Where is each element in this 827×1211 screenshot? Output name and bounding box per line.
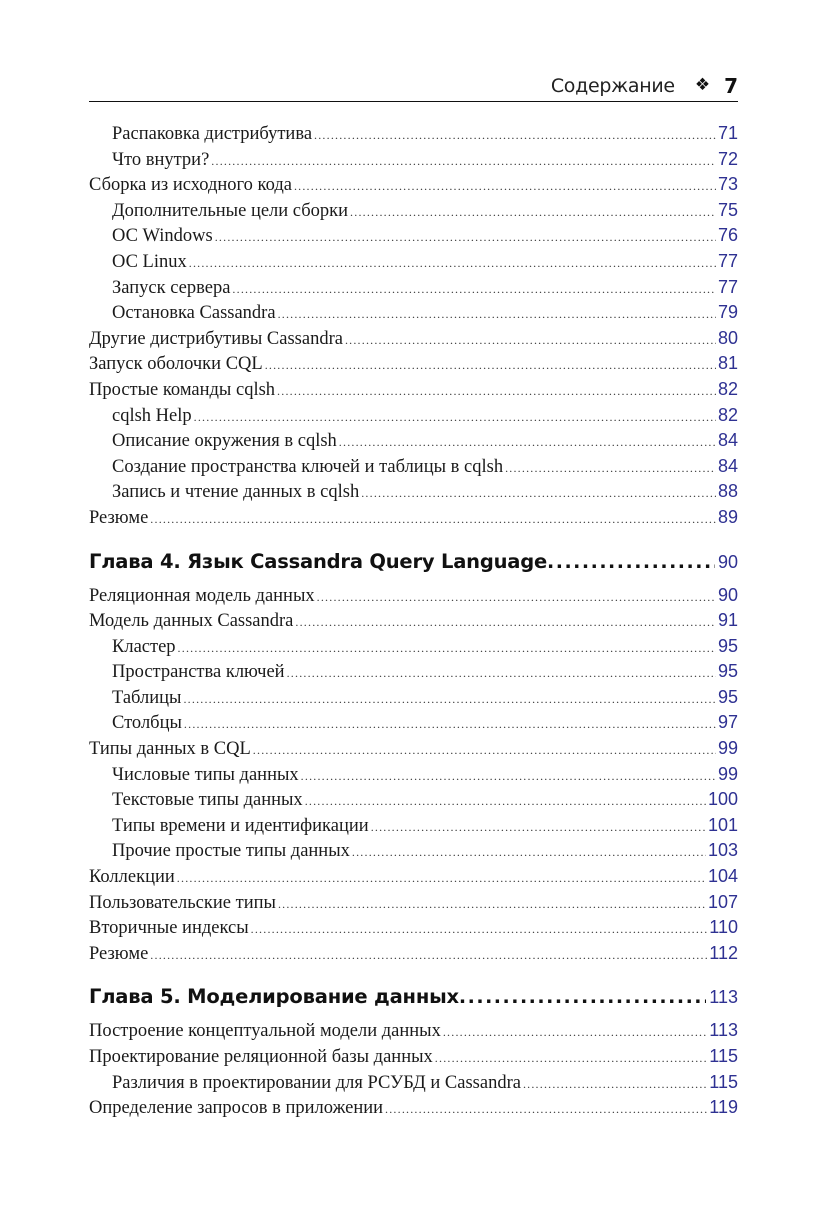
entry-title: Дополнительные цели сборки xyxy=(112,200,349,221)
dot-leader xyxy=(184,717,716,732)
entry-title: Пользовательские типы xyxy=(89,892,276,913)
table-of-contents xyxy=(89,120,738,1120)
entry-title: Распаковка дистрибутива xyxy=(112,124,313,144)
dot-leader xyxy=(505,461,716,476)
dot-leader xyxy=(459,986,706,1008)
toc-entry[interactable] xyxy=(89,453,738,479)
dot-leader xyxy=(278,897,706,912)
entry-page-number: 101 xyxy=(707,814,738,835)
entry-title: Описание окружения в cqlsh xyxy=(112,431,337,452)
toc-group-chapter5 xyxy=(89,1017,738,1119)
entry-title: Остановка Cassandra xyxy=(112,303,276,324)
dot-leader xyxy=(277,384,716,399)
entry-page-number: 100 xyxy=(707,789,738,810)
dot-leader xyxy=(295,615,716,630)
entry-title: Типы времени и идентификации xyxy=(112,815,369,836)
dot-leader xyxy=(278,307,716,322)
toc-entry[interactable] xyxy=(89,350,738,376)
chapter-page-number: 90 xyxy=(717,551,738,572)
entry-title: Резюме xyxy=(89,943,149,964)
toc-entry[interactable] xyxy=(89,940,738,966)
entry-page-number: 82 xyxy=(717,404,738,425)
toc-entry[interactable] xyxy=(89,735,738,761)
dot-leader xyxy=(339,435,716,450)
header-section-title: Содержание xyxy=(550,74,675,97)
toc-entry[interactable] xyxy=(89,222,738,248)
dot-leader xyxy=(194,410,716,425)
toc-entry[interactable] xyxy=(89,1017,738,1043)
toc-entry[interactable] xyxy=(89,325,738,351)
dot-leader xyxy=(352,845,706,860)
entry-title: Простые команды cqlsh xyxy=(89,379,276,400)
entry-title: ОС Windows xyxy=(112,226,213,247)
toc-entry[interactable] xyxy=(89,633,738,659)
toc-entry[interactable] xyxy=(89,1043,738,1069)
toc-entry[interactable] xyxy=(89,684,738,710)
entry-title: Таблицы xyxy=(112,687,182,708)
entry-page-number: 103 xyxy=(707,840,738,861)
entry-page-number: 110 xyxy=(709,917,738,938)
entry-page-number: 104 xyxy=(707,866,738,887)
dot-leader xyxy=(523,1077,707,1092)
ornament-icon: ❖ xyxy=(694,75,711,95)
dot-leader xyxy=(314,128,716,143)
entry-page-number: 99 xyxy=(717,738,738,759)
chapter-page-number: 113 xyxy=(709,987,738,1008)
dot-leader xyxy=(305,794,706,809)
dot-leader xyxy=(178,641,716,656)
entry-page-number: 73 xyxy=(717,174,738,195)
entry-page-number: 77 xyxy=(717,276,738,297)
dot-leader xyxy=(435,1051,708,1066)
toc-entry[interactable] xyxy=(89,146,738,172)
entry-page-number: 84 xyxy=(717,455,738,476)
entry-page-number: 71 xyxy=(717,123,738,143)
dot-leader xyxy=(345,333,716,348)
toc-entry[interactable] xyxy=(89,197,738,223)
entry-page-number: 88 xyxy=(717,481,738,502)
entry-page-number: 95 xyxy=(717,661,738,682)
toc-entry[interactable] xyxy=(89,863,738,889)
toc-entry[interactable] xyxy=(89,171,738,197)
entry-title: Типы данных в CQL xyxy=(89,739,251,760)
running-header xyxy=(89,70,738,102)
entry-title: Запись и чтение данных в cqlsh xyxy=(112,482,360,503)
entry-page-number: 97 xyxy=(717,712,738,733)
toc-group-chapter3-continued xyxy=(89,120,738,530)
dot-leader xyxy=(301,769,716,784)
entry-title: Реляционная модель данных xyxy=(89,585,315,606)
entry-page-number: 84 xyxy=(717,430,738,451)
dot-leader xyxy=(547,551,715,573)
entry-page-number: 113 xyxy=(709,1020,738,1041)
toc-entry[interactable] xyxy=(89,120,738,146)
toc-entry[interactable] xyxy=(89,786,738,812)
entry-page-number: 79 xyxy=(717,302,738,323)
entry-title: Другие дистрибутивы Cassandra xyxy=(89,328,343,349)
dot-leader xyxy=(177,871,706,886)
entry-title: Запуск оболочки CQL xyxy=(89,354,263,375)
entry-title: Сборка из исходного кода xyxy=(89,175,292,196)
entry-page-number: 80 xyxy=(717,327,738,348)
toc-entry[interactable] xyxy=(89,1069,738,1095)
dot-leader xyxy=(253,743,716,758)
toc-entry[interactable] xyxy=(89,299,738,325)
dot-leader xyxy=(350,205,716,220)
entry-page-number: 77 xyxy=(717,250,738,271)
chapter-5-heading[interactable] xyxy=(89,985,738,1015)
toc-entry[interactable] xyxy=(89,709,738,735)
entry-title: Числовые типы данных xyxy=(112,764,299,785)
dot-leader xyxy=(232,282,716,297)
dot-leader xyxy=(371,820,706,835)
dot-leader xyxy=(294,179,716,194)
dot-leader xyxy=(385,1102,707,1117)
entry-title: Прочие простые типы данных xyxy=(112,841,350,862)
entry-title: Резюме xyxy=(89,507,149,528)
dot-leader xyxy=(183,692,716,707)
entry-title: Пространства ключей xyxy=(112,662,285,683)
entry-title: Различия в проектировании для РСУБД и Cassandra xyxy=(112,1072,521,1093)
toc-entry[interactable] xyxy=(89,582,738,608)
entry-page-number: 72 xyxy=(717,148,738,169)
entry-title: ОС Linux xyxy=(112,251,187,272)
dot-leader xyxy=(150,512,716,527)
entry-page-number: 81 xyxy=(717,353,738,374)
dot-leader xyxy=(443,1025,707,1040)
chapter-4-heading[interactable] xyxy=(89,550,738,580)
toc-entry[interactable] xyxy=(89,812,738,838)
toc-entry[interactable] xyxy=(89,478,738,504)
entry-title: cqlsh Help xyxy=(112,405,192,426)
entry-page-number: 115 xyxy=(709,1071,738,1092)
entry-page-number: 95 xyxy=(717,635,738,656)
dot-leader xyxy=(251,922,708,937)
entry-page-number: 90 xyxy=(717,584,738,605)
toc-entry[interactable] xyxy=(89,427,738,453)
toc-entry[interactable] xyxy=(89,376,738,402)
chapter-title: Глава 5. Моделирование данных xyxy=(89,985,459,1009)
dot-leader xyxy=(211,154,716,169)
chapter-title: Глава 4. Язык Cassandra Query Language xyxy=(89,549,548,573)
entry-title: Столбцы xyxy=(112,713,182,734)
entry-title: Создание пространства ключей и таблицы в cqlsh xyxy=(112,456,504,477)
toc-entry[interactable] xyxy=(89,274,738,300)
entry-page-number: 75 xyxy=(717,199,738,220)
entry-page-number: 95 xyxy=(717,686,738,707)
dot-leader xyxy=(361,486,716,501)
toc-entry[interactable] xyxy=(89,504,738,530)
dot-leader xyxy=(189,256,716,271)
toc-entry[interactable] xyxy=(89,658,738,684)
dot-leader xyxy=(317,590,716,605)
entry-page-number: 76 xyxy=(717,225,738,246)
entry-title: Модель данных Cassandra xyxy=(89,611,294,632)
toc-entry[interactable] xyxy=(89,1094,738,1120)
entry-page-number: 107 xyxy=(707,891,738,912)
entry-title: Определение запросов в приложении xyxy=(89,1098,384,1119)
entry-page-number: 99 xyxy=(717,763,738,784)
entry-page-number: 115 xyxy=(709,1046,738,1066)
entry-title: Кластер xyxy=(112,636,176,657)
header-page-number: 7 xyxy=(724,73,738,98)
toc-entry[interactable] xyxy=(89,889,738,915)
entry-title: Коллекции xyxy=(89,867,175,888)
toc-group-chapter4 xyxy=(89,582,738,966)
entry-page-number: 119 xyxy=(709,1097,738,1118)
toc-entry[interactable] xyxy=(89,402,738,428)
entry-title: Проектирование реляционной базы данных xyxy=(89,1047,433,1067)
entry-page-number: 112 xyxy=(709,942,738,963)
entry-title: Текстовые типы данных xyxy=(112,790,303,811)
entry-page-number: 82 xyxy=(717,378,738,399)
toc-entry[interactable] xyxy=(89,837,738,863)
toc-entry[interactable] xyxy=(89,914,738,940)
entry-page-number: 91 xyxy=(717,610,738,631)
dot-leader xyxy=(150,948,707,963)
dot-leader xyxy=(287,666,716,681)
entry-title: Что внутри? xyxy=(112,149,210,170)
entry-title: Запуск сервера xyxy=(112,277,231,298)
dot-leader xyxy=(215,230,716,245)
entry-title: Вторичные индексы xyxy=(89,918,249,939)
entry-page-number: 89 xyxy=(717,506,738,527)
entry-title: Построение концептуальной модели данных xyxy=(89,1021,441,1042)
toc-entry[interactable] xyxy=(89,248,738,274)
dot-leader xyxy=(265,358,716,373)
toc-entry[interactable] xyxy=(89,607,738,633)
toc-entry[interactable] xyxy=(89,761,738,787)
